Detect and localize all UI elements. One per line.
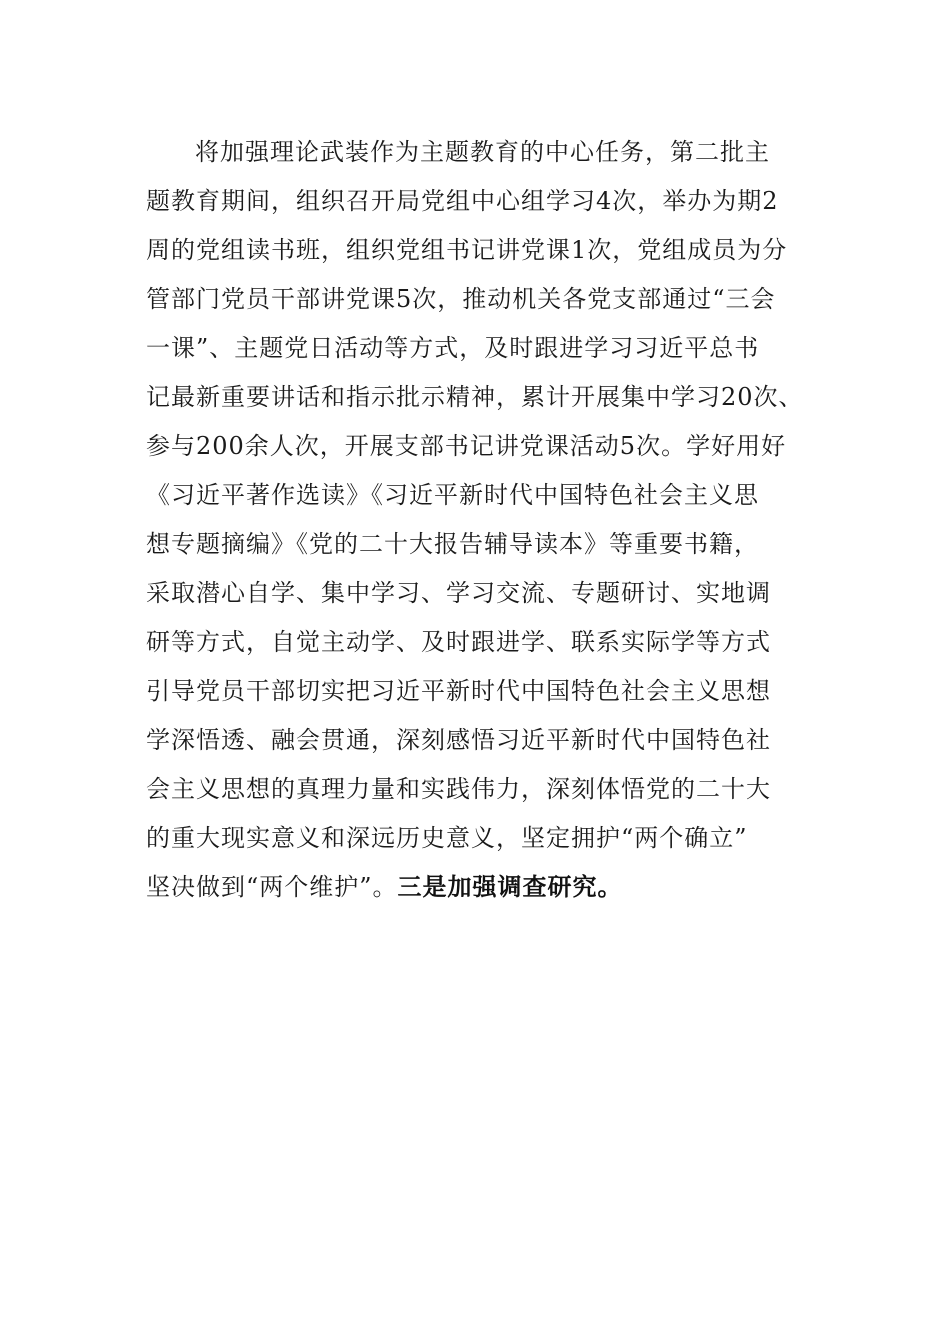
section-heading-inline: 三是加强调查研究。 (397, 873, 623, 901)
body-paragraph (146, 128, 826, 912)
text-line-last (146, 863, 826, 912)
text-line: 学深悟透、融会贯通，深刻感悟习近平新时代中国特色社 (146, 726, 771, 754)
text-line: 会主义思想的真理力量和实践伟力，深刻体悟党的二十大 (146, 775, 771, 803)
text-line: 周的党组读书班，组织党组书记讲党课1次，党组成员为分 (146, 236, 788, 264)
text-line: 参与200余人次，开展支部书记讲党课活动5次。学好用好 (146, 432, 787, 460)
text-line: 引导党员干部切实把习近平新时代中国特色社会主义思想 (146, 677, 771, 705)
text-line: 记最新重要讲话和指示批示精神，累计开展集中学习20次、 (146, 383, 804, 411)
text-line: 采取潜心自学、集中学习、学习交流、专题研讨、实地调 (146, 579, 771, 607)
text-line: 一课”、主题党日活动等方式，及时跟进学习习近平总书 (146, 334, 760, 362)
text-line: 将加强理论武装作为主题教育的中心任务，第二批主 (195, 138, 770, 166)
text-line: 管部门党员干部讲党课5次，推动机关各党支部通过“三会 (146, 285, 776, 313)
text-line: 研等方式，自觉主动学、及时跟进学、联系实际学等方式 (146, 628, 771, 656)
text-line: 《习近平著作选读》《习近平新时代中国特色社会主义思 (146, 481, 759, 509)
text-line: 的重大现实意义和深远历史意义，坚定拥护“两个确立” (146, 824, 748, 852)
text-line: 想专题摘编》《党的二十大报告辅导读本》等重要书籍， (146, 530, 759, 558)
last-line-text: 坚决做到“两个维护”。 (146, 873, 398, 901)
text-line: 题教育期间，组织召开局党组中心组学习4次，举办为期2 (146, 187, 779, 215)
